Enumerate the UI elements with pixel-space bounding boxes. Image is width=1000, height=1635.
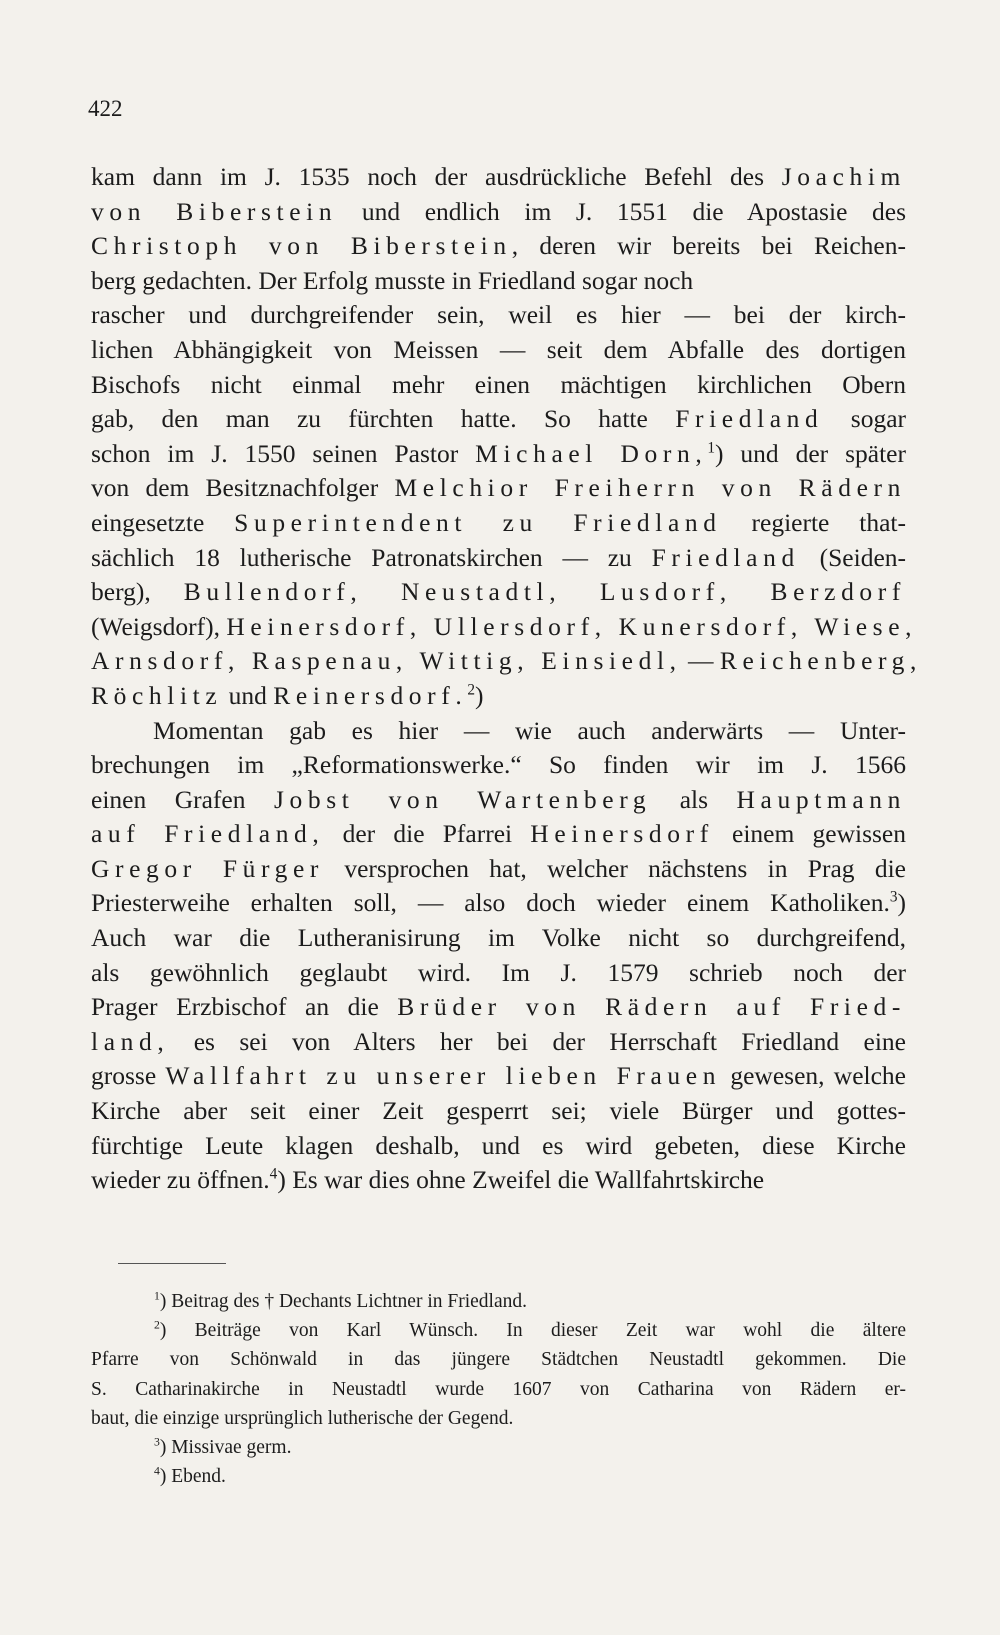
footnote-ref: 3 [154,1435,160,1449]
text-run: ) Es war dies ohne Zweifel die Wallfahrtskirche [277,1165,765,1195]
text-run: von Biberstein [91,196,338,226]
text-run: Joachim [781,162,906,191]
text-run: Jobst von Wartenberg [273,784,652,814]
text-run: ) Missivae germ. [159,1436,292,1458]
text-run: einem gewissen [713,819,906,849]
text-run: ) Ebend. [159,1466,226,1488]
text-line [91,1163,906,1198]
text-line [91,506,906,541]
text-run: Bullendorf, Neustadtl, Lusdorf, Berzdorf [183,577,906,607]
footnote-ref: 3 [889,888,898,906]
text-run: fürchtige Leute klagen deshalb, und es wird gebeten, diese Kirche [91,1130,906,1160]
text-run: Melchior Freiherrn von Rädern [394,473,906,503]
page-number: 422 [88,96,123,121]
text-line [91,229,906,264]
text-line [91,333,906,368]
footnote-line [91,1433,906,1462]
text-run: berg), [91,577,184,607]
text-run: Reinersdorf. [273,680,468,710]
text-run: Christoph von Biberstein [91,231,512,261]
text-run: sächlich 18 lutherische Patronatskirchen — zu [91,542,652,572]
text-run: ) und der später [715,438,906,468]
text-run: Wallfahrt zu unserer lieben Frauen [165,1061,722,1091]
text-line [91,783,906,818]
text-line [91,990,906,1025]
text-run: es sei von Alters her bei der Herrschaft Friedland eine [169,1026,906,1056]
text-run: Kirche aber seit einer Zeit gesperrt sei; viele Bürger und gottes- [91,1096,906,1126]
text-line [91,298,906,333]
text-run: Friedland [675,404,824,434]
text-run: (Seiden- [799,542,907,572]
text-run: Auch war die Lutheranisirung im Volke nicht so durchgreifend, [91,923,906,953]
text-run: Bischofs nicht einmal mehr einen mächtigen kirchlichen Obern [91,369,906,399]
text-line [91,471,906,506]
text-run: ) [897,888,906,918]
text-run: , deren wir bereits bei Reichen- [511,231,906,261]
text-line [91,541,906,576]
text-run: Michael Dorn, [475,438,708,468]
text-run: ) [475,680,484,710]
text-run: Priesterweihe erhalten soll, — also doch wieder einem Katholiken. [91,888,890,918]
text-run: als gewöhnlich geglaubt wird. Im J. 1579 schrieb noch der [91,957,906,987]
text-run: Friedland [651,542,800,572]
text-run: — [681,646,720,676]
text-line [91,817,906,852]
text-line [91,714,906,749]
text-run: als [651,784,737,814]
text-line [91,1094,906,1129]
text-run: Heinersdorf, Ullersdorf, Kunersdorf, Wiese, [226,611,918,641]
text-line [91,402,906,437]
footnote-line [91,1462,906,1491]
text-line [91,160,906,195]
text-run: berg gedachten. Der Erfolg musste in Friedland sogar noch [91,265,694,295]
footnote-ref: 4 [269,1165,278,1183]
footnote-line [91,1316,906,1345]
text-run: Pfarre von Schönwald in das jüngere Städtchen Neustadtl gekommen. Die [91,1349,906,1371]
text-run: Arnsdorf, Raspenau, Wittig, Einsiedl, [91,646,682,676]
text-run: Prager Erzbischof an die [91,992,398,1022]
text-run: (Weigsdorf), [91,611,227,641]
text-run: Momentan gab es hier — wie auch anderwärts — Unter- [153,715,906,745]
text-line [91,921,906,956]
text-run: und [222,680,274,710]
text-line [91,956,906,991]
text-run: schon im J. 1550 seinen Pastor [91,438,476,468]
text-run: Röchlitz [91,680,223,710]
text-run: von dem Besitznachfolger [91,473,395,503]
text-run: und endlich im J. 1551 die Apostasie des [337,196,906,226]
text-run: regierte that- [721,507,906,537]
text-line [91,886,906,921]
text-run: einen Grafen [91,784,274,814]
footnote-ref: 1 [154,1289,160,1303]
body-text [91,160,922,1198]
text-run: land, [91,1026,170,1056]
text-run: grosse [91,1061,166,1091]
text-line [91,1059,906,1094]
text-run: kam dann im J. 1535 noch der ausdrückliche Befehl des [91,162,782,191]
text-run: lichen Abhängigkeit von Meissen — seit dem Abfalle des dortigen [91,334,906,364]
footnotes [91,1287,906,1491]
text-line [91,679,906,714]
text-run: gewesen, welche [721,1061,906,1091]
text-line [91,575,906,610]
text-line [91,1025,906,1060]
text-run: eingesetzte [91,507,235,537]
text-run: ) Beitrag des † Dechants Lichtner in Friedland. [159,1291,527,1312]
text-run: sogar [823,404,907,434]
text-run: baut, die einzige ursprünglich lutherische der Gegend. [91,1407,514,1429]
text-run: Brüder von Rädern auf Fried- [397,992,907,1022]
text-line [91,437,906,472]
footnote-line [91,1287,906,1316]
text-line [91,195,906,230]
text-line [91,264,906,299]
text-line [91,610,918,645]
footnote-line [91,1345,906,1374]
footnote-ref: 2 [467,681,476,699]
footnote-separator [118,1263,226,1264]
text-run: auf Friedland, [91,819,325,849]
text-run: S. Catharinakirche in Neustadtl wurde 1607 von Catharina von Rädern er- [91,1378,906,1400]
text-line [91,644,922,679]
footnote-line [91,1404,906,1433]
text-line [91,748,906,783]
text-run: Heinersdorf [530,819,714,849]
text-run: Hauptmann [736,784,906,814]
text-line [91,852,906,887]
footnote-line [91,1375,906,1404]
text-run: Superintendent zu Friedland [234,507,722,537]
text-line [91,1129,906,1164]
text-run: ) Beiträge von Karl Wünsch. In dieser Zeit war wohl die ältere [159,1320,906,1342]
text-run: der die Pfarrei [324,819,531,849]
footnote-ref: 1 [707,439,716,457]
text-line [91,368,906,403]
text-run: Reichenberg, [719,646,922,676]
text-run: wieder zu öffnen. [91,1165,270,1195]
footnote-ref: 2 [154,1318,160,1332]
text-run: gab, den man zu fürchten hatte. So hatte [91,404,676,434]
footnote-ref: 4 [154,1464,160,1478]
text-run: brechungen im „Reformationswerke.“ So finden wir im J. 1566 [91,750,906,780]
text-run: rascher und durchgreifender sein, weil es hier — bei der kirch- [91,300,906,330]
text-run: Gregor Fürger [91,853,324,883]
text-run: versprochen hat, welcher nächstens in Prag die [324,853,906,883]
